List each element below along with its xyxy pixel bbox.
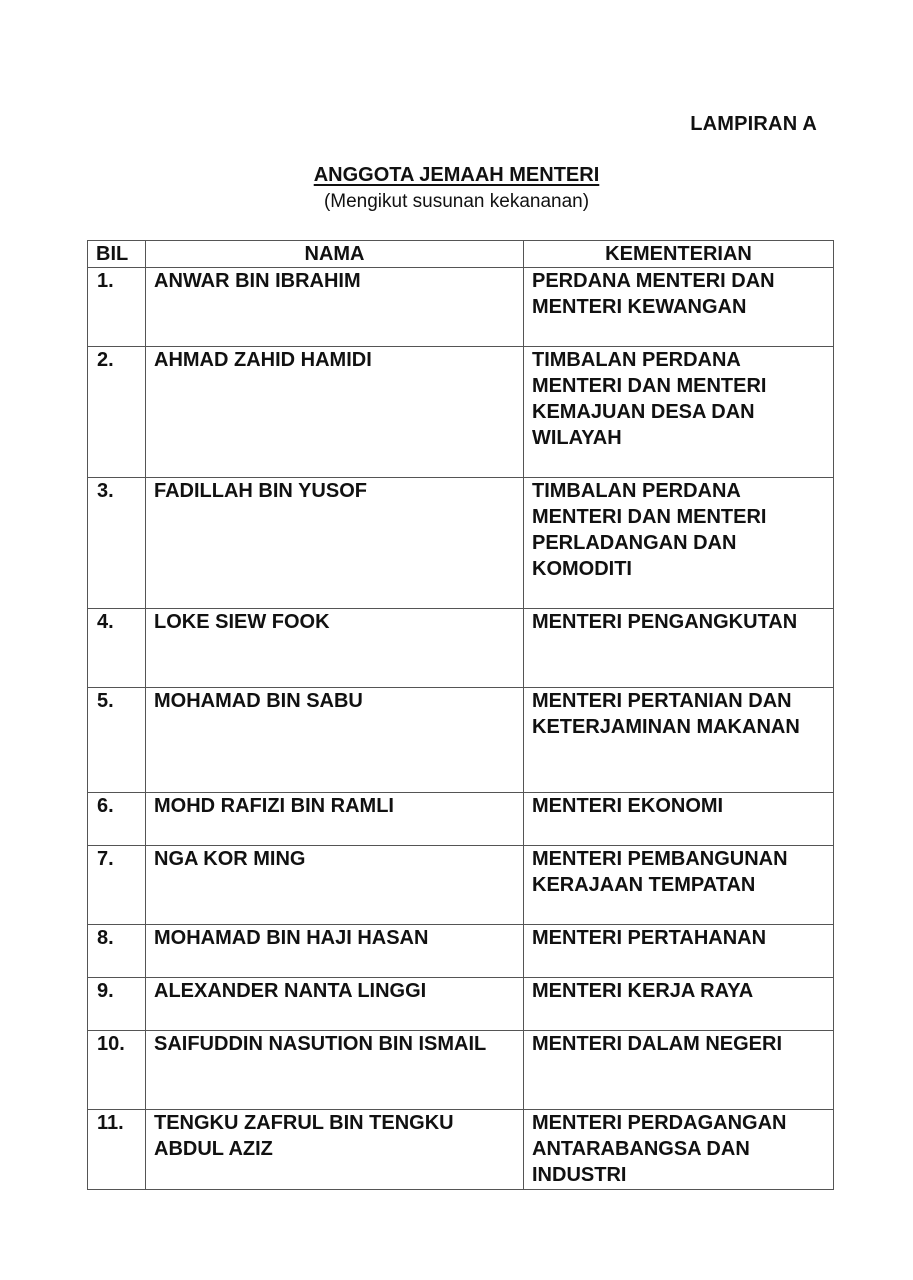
document-subtitle: (Mengikut susunan kekananan) <box>323 191 590 212</box>
table-row <box>88 846 834 925</box>
row-number: 5. <box>88 688 146 793</box>
ministry: TIMBALAN PERDANA MENTERI DAN MENTERI PERLADANGAN DAN KOMODITI <box>524 478 834 609</box>
table-row <box>88 1031 834 1110</box>
ministry: MENTERI PERTANIAN DAN KETERJAMINAN MAKANAN <box>524 688 834 793</box>
minister-name: AHMAD ZAHID HAMIDI <box>146 347 524 478</box>
table-row <box>88 793 834 846</box>
table-row <box>88 688 834 793</box>
ministry: MENTERI DALAM NEGERI <box>524 1031 834 1110</box>
row-number: 8. <box>88 925 146 978</box>
document-title-text: ANGGOTA JEMAAH MENTERI <box>313 164 600 186</box>
ministry: MENTERI PENGANGKUTAN <box>524 609 834 688</box>
table-row <box>88 925 834 978</box>
table-row <box>88 268 834 347</box>
table-row <box>88 478 834 609</box>
minister-name: MOHAMAD BIN SABU <box>146 688 524 793</box>
ministry: PERDANA MENTERI DAN MENTERI KEWANGAN <box>524 268 834 347</box>
minister-name: LOKE SIEW FOOK <box>146 609 524 688</box>
ministry: TIMBALAN PERDANA MENTERI DAN MENTERI KEMAJUAN DESA DAN WILAYAH <box>524 347 834 478</box>
column-header-nama: NAMA <box>146 241 524 268</box>
column-header-kementerian: KEMENTERIAN <box>524 241 834 268</box>
table-row <box>88 1110 834 1190</box>
minister-name: NGA KOR MING <box>146 846 524 925</box>
row-number: 2. <box>88 347 146 478</box>
row-number: 6. <box>88 793 146 846</box>
ministry: MENTERI PERDAGANGAN ANTARABANGSA DAN INDUSTRI <box>524 1110 834 1190</box>
ministry: MENTERI PEMBANGUNAN KERAJAAN TEMPATAN <box>524 846 834 925</box>
row-number: 7. <box>88 846 146 925</box>
row-number: 4. <box>88 609 146 688</box>
row-number: 10. <box>88 1031 146 1110</box>
row-number: 11. <box>88 1110 146 1190</box>
table-header-row <box>88 241 834 268</box>
ministry: MENTERI EKONOMI <box>524 793 834 846</box>
appendix-label: LAMPIRAN A <box>690 113 817 135</box>
minister-name: MOHAMAD BIN HAJI HASAN <box>146 925 524 978</box>
ministry: MENTERI PERTAHANAN <box>524 925 834 978</box>
minister-name: MOHD RAFIZI BIN RAMLI <box>146 793 524 846</box>
table-row <box>88 978 834 1031</box>
cabinet-table <box>87 240 834 1190</box>
row-number: 3. <box>88 478 146 609</box>
minister-name: TENGKU ZAFRUL BIN TENGKU ABDUL AZIZ <box>146 1110 524 1190</box>
table-row <box>88 347 834 478</box>
minister-name: ANWAR BIN IBRAHIM <box>146 268 524 347</box>
minister-name: SAIFUDDIN NASUTION BIN ISMAIL <box>146 1031 524 1110</box>
document-title <box>0 164 913 187</box>
row-number: 1. <box>88 268 146 347</box>
minister-name: FADILLAH BIN YUSOF <box>146 478 524 609</box>
column-header-bil: BIL <box>88 241 146 268</box>
row-number: 9. <box>88 978 146 1031</box>
minister-name: ALEXANDER NANTA LINGGI <box>146 978 524 1031</box>
ministry: MENTERI KERJA RAYA <box>524 978 834 1031</box>
table-row <box>88 609 834 688</box>
